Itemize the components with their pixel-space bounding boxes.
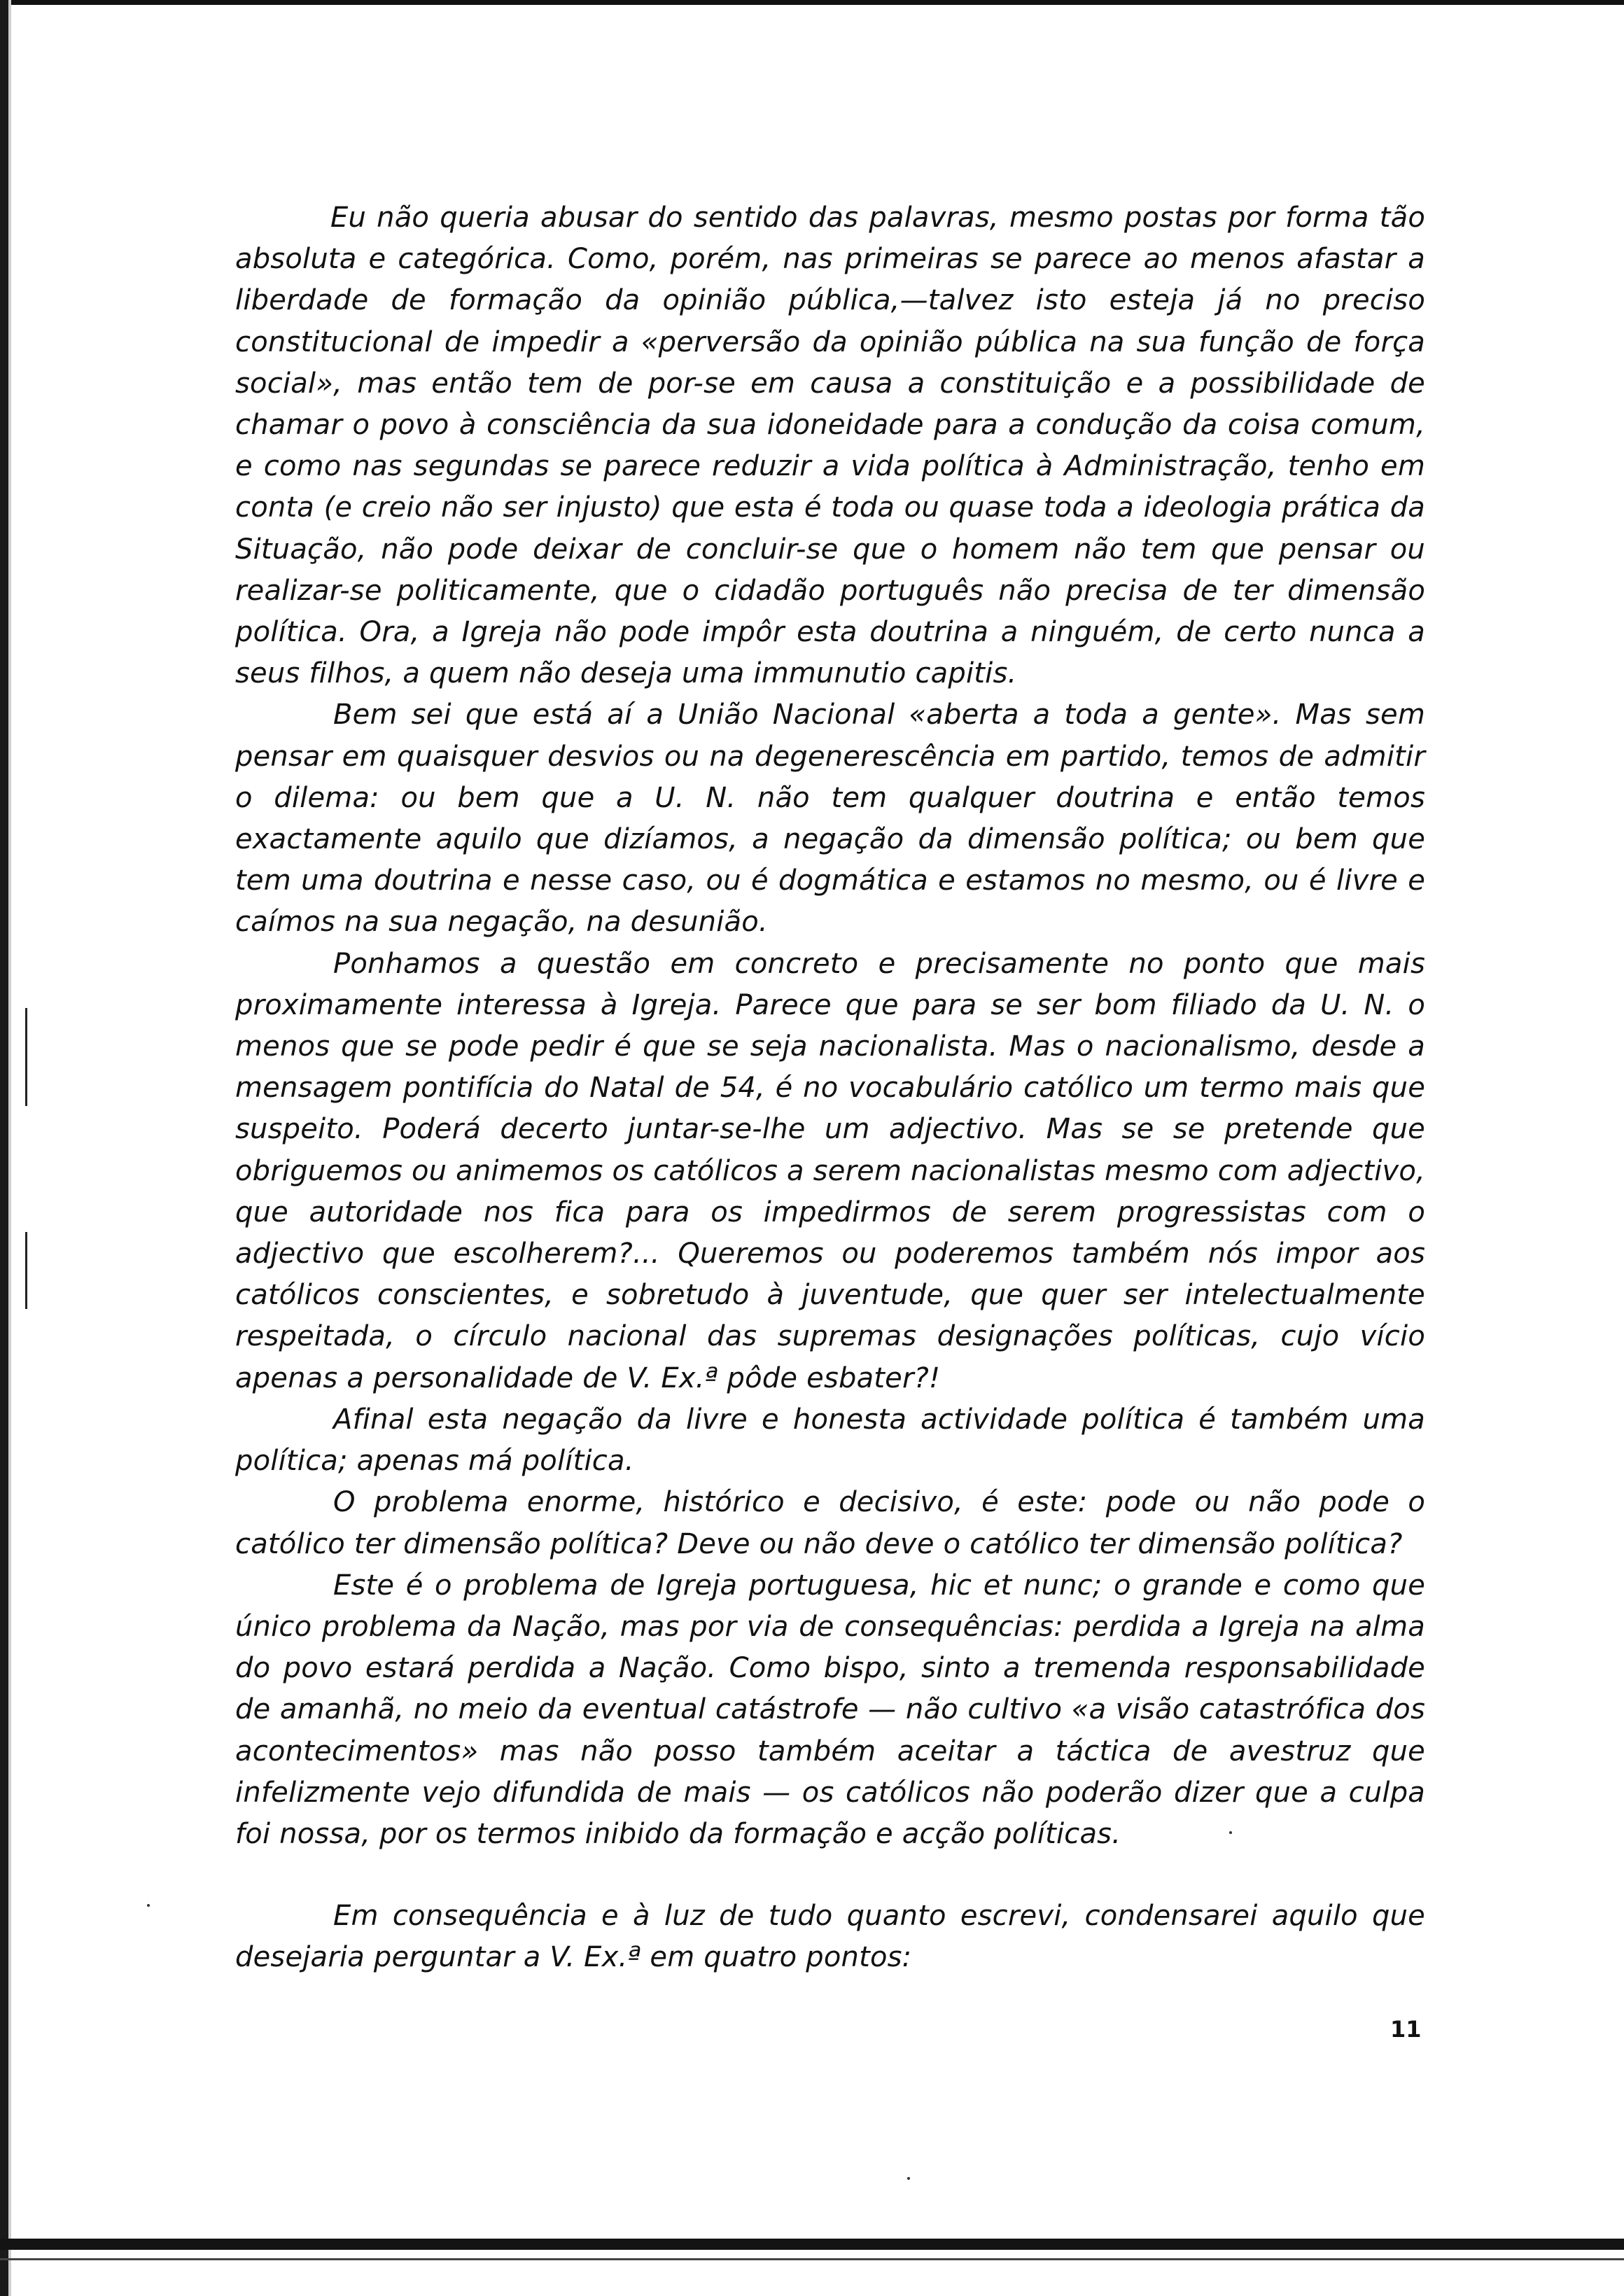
scan-edge-bottom-rule [0, 2258, 1624, 2260]
paragraph: Bem sei que está aí a União Nacional «aberta a toda a gente». Mas sem pensar em quaisquer desvios ou na degenerescência em partido, temos de admitir o dilema: ou bem que a U. N. não tem qualquer doutrina e então temos exactamente aquilo que dizíamos, a negação da dimensão política; ou bem que tem uma doutrina e nesse caso, ou é dogmática e estamos no mesmo, ou é livre e caímos na sua negação, na desunião. [235, 699, 1425, 939]
paragraph: Em consequência e à luz de tudo quanto escrevi, condensarei aquilo que desejaria perguntar a V. Ex.ª em quatro pontos: [235, 1900, 1425, 1974]
margin-mark [25, 1008, 27, 1106]
scan-edge-left-shadow [8, 0, 11, 2296]
margin-mark [25, 1232, 27, 1309]
paragraph: Eu não queria abusar do sentido das palavras, mesmo postas por forma tão absoluta e categórica. Como, porém, nas primeiras se parece ao menos afastar a liberdade de formação da opinião pública,—talvez isto esteja já no preciso constitucional de impedir a «perversão da opinião pública na sua função de força social», mas então tem de por-se em causa a constituição e a possibilidade de chamar o povo à consciência da sua idoneidade para a condução da coisa comum, e como nas segundas se parece reduzir a vida política à Administração, tenho em conta (e creio não ser injusto) que esta é toda ou quase toda a ideologia prática da Situação, não pode deixar de concluir-se que o homem não tem que pensar ou realizar-se politicamente, que o cidadão português não precisa de ter dimensão política. Ora, a Igreja não pode impôr esta doutrina a ninguém, de certo nunca a seus filhos, a quem não deseja uma immunutio capitis. [235, 202, 1425, 690]
scan-speck [147, 1904, 150, 1907]
page-number: 11 [1390, 2016, 1422, 2043]
scan-edge-top [0, 0, 1624, 13]
scan-speck [907, 2177, 910, 2180]
letter-body [235, 197, 1425, 1979]
paragraph: Este é o problema de Igreja portuguesa, hic et nunc; o grande e como que único problema da Nação, mas por via de consequências: perdida a Igreja na alma do povo estará perdida a Nação. Como bispo, sinto a tremenda responsabilidade de amanhã, no meio da eventual catástrofe — não cultivo «a visão catastrófica dos acontecimentos» mas não posso também aceitar a táctica de avestruz que infelizmente vejo difundida de mais — os católicos não poderão dizer que a culpa foi nossa, por os termos inibido da formação e acção políticas. [235, 1569, 1425, 1850]
scan-edge-bottom [0, 2239, 1624, 2250]
paragraph: Afinal esta negação da livre e honesta actividade política é também uma política; apenas má política. [235, 1403, 1425, 1478]
scan-edge-left [0, 0, 8, 2296]
paragraph: Ponhamos a questão em concreto e precisamente no ponto que mais proximamente interessa à Igreja. Parece que para se ser bom filiado da U. N. o menos que se pode pedir é que se seja nacionalista. Mas o nacionalismo, desde a mensagem pontifícia do Natal de 54, é no vocabulário católico um termo mais que suspeito. Poderá decerto juntar-se-lhe um adjectivo. Mas se se pretende que obriguemos ou animemos os católicos a serem nacionalistas mesmo com adjectivo, que autoridade nos fica para os impedirmos de serem progressistas com o adjectivo que escolherem?... Queremos ou poderemos também nós impor aos católicos conscientes, e sobretudo à juventude, que quer ser intelectualmente respeitada, o círculo nacional das supremas designações políticas, cujo vício apenas a personalidade de V. Ex.ª pôde esbater?! [235, 947, 1425, 1394]
paragraph: O problema enorme, histórico e decisivo, é este: pode ou não pode o católico ter dimensão política? Deve ou não deve o católico ter dimensão política? [235, 1486, 1425, 1560]
